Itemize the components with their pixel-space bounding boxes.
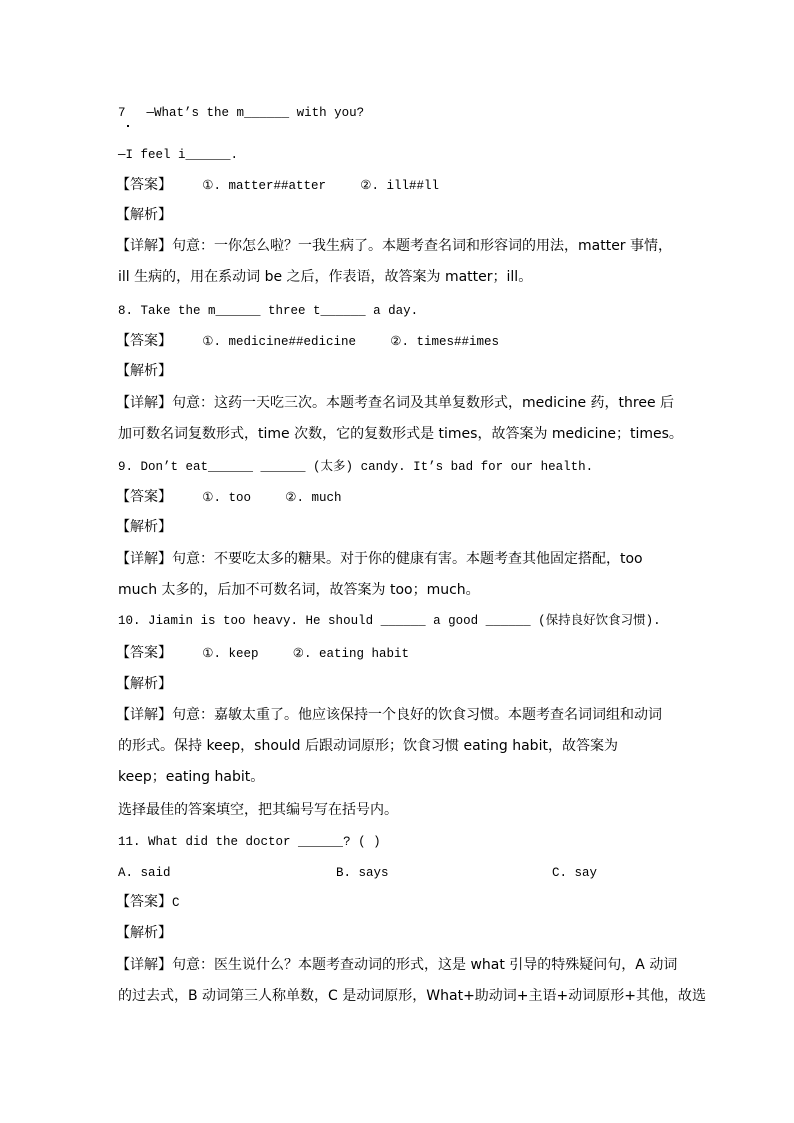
detail-text: 句意：医生说什么？本题考查动词的形式，这是 what 引导的特殊疑问句，A 动词 xyxy=(172,957,678,973)
detail-line: keep；eating habit。 xyxy=(118,769,265,785)
answer-label: 【答案】 xyxy=(116,894,172,910)
answer-1: ①. too xyxy=(202,491,251,505)
question-text: —What’s the m______ with you? xyxy=(146,106,365,120)
analysis-label: 【解析】 xyxy=(116,925,172,941)
detail-line xyxy=(118,707,662,724)
detail-text: 句意：一你怎么啦？一我生病了。本题考查名词和形容词的用法，matter 事情， xyxy=(172,238,673,254)
answer-row xyxy=(118,645,409,662)
answer-label: 【答案】 xyxy=(116,645,172,661)
answer-label: 【答案】 xyxy=(116,489,172,505)
detail-line: 的形式。保持 keep，should 后跟动词原形；饮食习惯 eating habit，故答案为 xyxy=(118,738,618,754)
question-9 xyxy=(118,459,593,475)
answer-row xyxy=(118,894,180,911)
bullet-dot xyxy=(127,125,129,127)
detail-line xyxy=(118,238,672,255)
answer-row xyxy=(118,333,499,350)
question-text: Don’t eat______ ______ (太多) candy. It’s bad for our health. xyxy=(140,460,594,474)
detail-text: 句意：不要吃太多的糖果。对于你的健康有害。本题考查其他固定搭配，too xyxy=(172,551,643,567)
detail-line xyxy=(118,551,643,568)
answer-2: ②. times##imes xyxy=(390,335,500,349)
question-10 xyxy=(118,613,661,629)
detail-line: ill 生病的，用在系动词 be 之后，作表语，故答案为 matter；ill。 xyxy=(118,269,533,285)
answer-row xyxy=(118,177,439,194)
section-instruction: 选择最佳的答案填空，把其编号写在括号内。 xyxy=(118,802,398,818)
answer-1: ①. medicine##edicine xyxy=(202,335,357,349)
answer-2: ②. much xyxy=(285,491,342,505)
question-text: Take the m______ three t______ a day. xyxy=(140,304,419,318)
answer-label: 【答案】 xyxy=(116,333,172,349)
question-text: Jiamin is too heavy. He should ______ a good ______ (保持良好饮食习惯). xyxy=(148,614,661,628)
detail-line: much 太多的，后加不可数名词，故答案为 too；much。 xyxy=(118,582,480,598)
detail-label: 【详解】 xyxy=(116,395,172,411)
detail-line: 加可数名词复数形式，time 次数，它的复数形式是 times，故答案为 medicine；times。 xyxy=(118,426,683,442)
question-number: 10. xyxy=(118,614,141,628)
answer-2: ②. ill##ll xyxy=(360,179,440,193)
detail-text: 句意：这药一天吃三次。本题考查名词及其单复数形式，medicine 药，three 后 xyxy=(172,395,675,411)
answer-value: C xyxy=(172,896,180,910)
question-8 xyxy=(118,303,418,319)
answer-label: 【答案】 xyxy=(116,177,172,193)
answer-1: ①. matter##atter xyxy=(202,179,327,193)
question-number: 11. xyxy=(118,835,141,849)
analysis-label: 【解析】 xyxy=(116,207,172,223)
option-b: B. says xyxy=(336,866,389,880)
detail-line: 的过去式，B 动词第三人称单数，C 是动词原形，What+助动词+主语+动词原形+其他，故选 xyxy=(118,988,706,1004)
question-11 xyxy=(118,834,381,850)
option-a: A. said xyxy=(118,866,171,880)
detail-text: 句意：嘉敏太重了。他应该保持一个良好的饮食习惯。本题考查名词词组和动词 xyxy=(172,707,662,723)
detail-label: 【详解】 xyxy=(116,707,172,723)
question-number: 9. xyxy=(118,460,134,474)
analysis-label: 【解析】 xyxy=(116,363,172,379)
question-number: 7 xyxy=(118,106,126,120)
analysis-label: 【解析】 xyxy=(116,519,172,535)
question-7-line-1 xyxy=(118,105,364,121)
detail-line xyxy=(118,395,674,412)
question-7-line-2: —I feel i______. xyxy=(118,148,239,162)
analysis-label: 【解析】 xyxy=(116,676,172,692)
detail-label: 【详解】 xyxy=(116,957,172,973)
detail-label: 【详解】 xyxy=(116,238,172,254)
answer-2: ②. eating habit xyxy=(292,647,410,661)
question-text: What did the doctor ______? ( ) xyxy=(148,835,381,849)
question-number: 8. xyxy=(118,304,134,318)
detail-line xyxy=(118,957,677,974)
option-c: C. say xyxy=(552,866,598,880)
detail-label: 【详解】 xyxy=(116,551,172,567)
answer-1: ①. keep xyxy=(202,647,259,661)
answer-row xyxy=(118,489,342,506)
